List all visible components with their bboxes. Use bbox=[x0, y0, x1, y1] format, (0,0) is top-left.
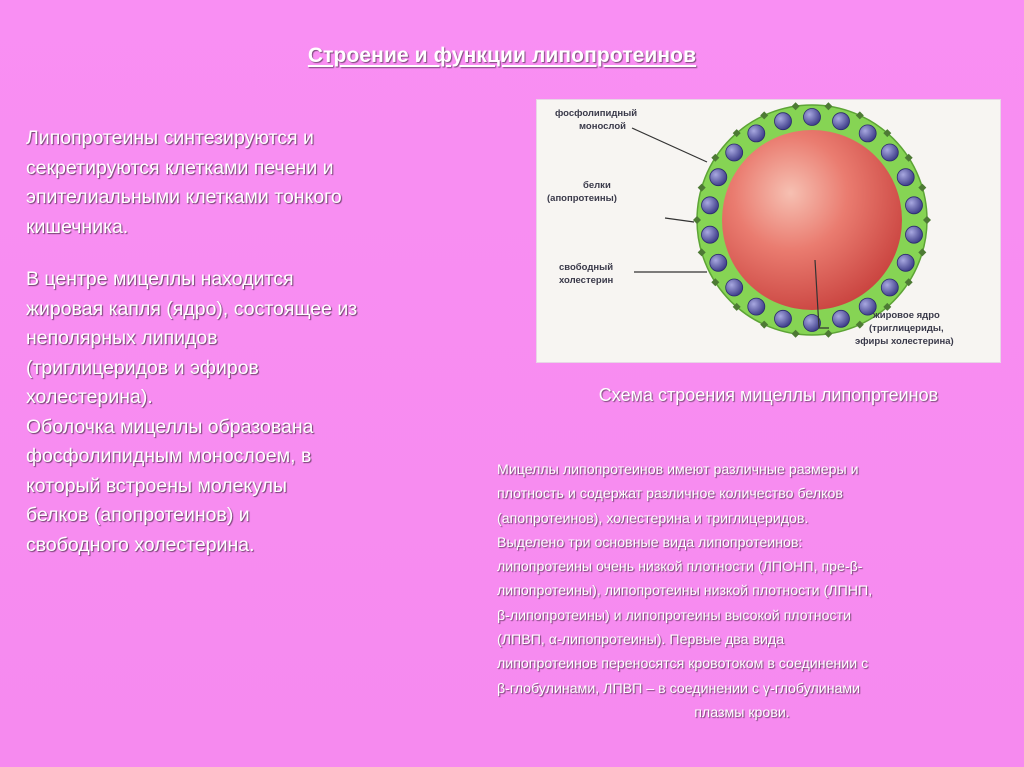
micelle-diagram bbox=[537, 100, 1000, 362]
protein-sphere bbox=[775, 310, 792, 327]
protein-sphere bbox=[726, 144, 743, 161]
protein-sphere bbox=[710, 254, 727, 271]
fat-core bbox=[722, 130, 902, 310]
protein-sphere bbox=[748, 125, 765, 142]
protein-sphere bbox=[859, 125, 876, 142]
label-proteins-1: белки bbox=[583, 180, 611, 191]
left-p2-line: Оболочка мицеллы образована bbox=[26, 415, 314, 438]
left-p2-line: который встроены молекулы bbox=[26, 474, 287, 497]
pointer-line bbox=[665, 218, 694, 222]
right-line: (апопротеинов), холестерина и триглицеридов. bbox=[497, 510, 809, 527]
right-line: липопротеинов переносятся кровотоком в соединении с bbox=[497, 656, 869, 673]
protein-sphere bbox=[726, 279, 743, 296]
protein-sphere bbox=[804, 109, 821, 126]
protein-sphere bbox=[897, 169, 914, 186]
label-phospholipid-2: монослой bbox=[579, 121, 626, 132]
label-core-2: (триглицериды, bbox=[869, 323, 944, 334]
left-p2-line: холестерина). bbox=[26, 386, 153, 408]
protein-sphere bbox=[710, 169, 727, 186]
right-line: липопротеины), липопротеины низкой плотности (ЛПНП, bbox=[497, 583, 873, 600]
protein-sphere bbox=[702, 226, 719, 243]
right-line: β-глобулинами, ЛПВП – в соединении с γ-глобулинами bbox=[497, 680, 861, 697]
left-p2-line: фосфолипидным монослоем, в bbox=[26, 445, 312, 467]
protein-sphere bbox=[833, 113, 850, 130]
left-paragraph-1 bbox=[26, 124, 446, 242]
protein-sphere bbox=[897, 254, 914, 271]
protein-sphere bbox=[906, 197, 923, 214]
left-p2-line: белков (апопротеинов) и bbox=[26, 504, 250, 526]
pointer-line bbox=[632, 128, 707, 162]
right-line: Мицеллы липопротеинов имеют различные размеры и bbox=[497, 462, 859, 478]
figure-caption: Схема строения мицеллы липопртеинов bbox=[598, 385, 939, 405]
label-core-1: жировое ядро bbox=[873, 310, 940, 321]
label-cholesterol-1: свободный bbox=[559, 262, 614, 273]
protein-sphere bbox=[881, 144, 898, 161]
right-line: плотность и содержат различное количество белков bbox=[497, 486, 843, 503]
left-p1-line: кишечника. bbox=[26, 215, 129, 238]
micelle-svg bbox=[537, 100, 1000, 362]
label-phospholipid-1: фосфолипидный bbox=[555, 108, 638, 119]
protein-sphere bbox=[748, 298, 765, 315]
slide-title: Строение и функции липопротеинов bbox=[307, 44, 697, 67]
left-p1-line: секретируются клетками печени и bbox=[26, 156, 334, 179]
protein-sphere bbox=[833, 310, 850, 327]
label-proteins-2: (апопротеины) bbox=[547, 193, 617, 204]
left-p1-line: эпителиальными клетками тонкого bbox=[26, 186, 342, 208]
right-paragraph bbox=[497, 458, 997, 701]
protein-sphere bbox=[881, 279, 898, 296]
left-paragraph-2 bbox=[26, 265, 446, 560]
left-p1-line: Липопротеины синтезируются и bbox=[26, 127, 314, 149]
left-text-block bbox=[26, 124, 446, 560]
left-p2-line: (триглицеридов и эфиров bbox=[26, 356, 259, 379]
label-cholesterol-2: холестерин bbox=[559, 275, 614, 286]
right-line: Выделено три основные вида липопротеинов: bbox=[497, 534, 803, 551]
right-line: липопротеины очень низкой плотности (ЛПОНП, пре-β- bbox=[497, 559, 863, 576]
right-text-block bbox=[497, 458, 997, 725]
protein-sphere bbox=[775, 113, 792, 130]
left-p2-line: неполярных липидов bbox=[26, 327, 218, 349]
protein-sphere bbox=[906, 226, 923, 243]
left-p2-line: свободного холестерина. bbox=[26, 533, 255, 556]
left-p2-line: жировая капля (ядро), состоящее из bbox=[26, 297, 358, 320]
right-last-line: плазмы крови. bbox=[694, 704, 790, 721]
protein-sphere bbox=[702, 197, 719, 214]
right-line: (ЛПВП, α-липопротеины). Первые два вида bbox=[497, 632, 785, 649]
label-core-3: эфиры холестерина) bbox=[855, 336, 954, 347]
right-line: β-липопротеины) и липопротеины высокой плотности bbox=[497, 607, 852, 624]
left-p2-line: В центре мицеллы находится bbox=[26, 268, 294, 290]
